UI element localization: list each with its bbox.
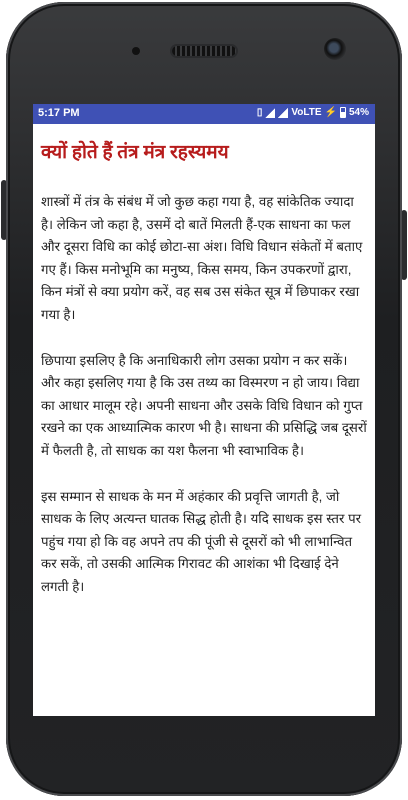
- app-screen: [33, 104, 375, 716]
- status-time: 5:17 PM: [38, 107, 80, 119]
- article-paragraph: छिपाया इसलिए है कि अनाधिकारी लोग उसका प्रयोग न कर सकें। और कहा इसलिए गया है कि उस तथ्य का विस्मरण न हो जाय। विद्या का आधार मालूम रहे। अपनी साधना और उसके विधि विधान को गुप्त रखने का एक आध्यात्मिक कारण भी है। साधना की प्रसिद्धि जब दूसरों में फैलती है, तो साधक का यश फैलना भी स्वाभाविक है।: [41, 352, 367, 458]
- article-paragraph: शास्त्रों में तंत्र के संबंध में जो कुछ कहा गया है, वह सांकेतिक ज्यादा है। लेकिन जो कहा है, उसमें दो बातें मिलती हैं-एक साधना का फल और दूसरा विधि का कोई छोटा-सा अंश। विधि विधान संकेतों में बताए गए हैं। किस मनोभूमि का मनुष्य, किस समय, किन उपकरणों द्वारा, किन मंत्रों से क्या प्रयोग करें, वह सब उस संकेत सूत्र में छिपाकर रखा गया है।: [41, 194, 363, 322]
- article-content[interactable]: [33, 124, 375, 716]
- vibrate-icon: ▯: [256, 107, 263, 118]
- speaker-grille: [172, 46, 236, 56]
- charging-icon: ⚡: [324, 107, 337, 118]
- network-label: VoLTE: [291, 107, 322, 118]
- signal-icon: [265, 108, 275, 118]
- status-bar: [33, 104, 375, 124]
- battery-icon: [340, 107, 346, 118]
- signal-icon-secondary: [278, 108, 288, 118]
- article-paragraph: इस सम्मान से साधक के मन में अहंकार की प्रवृत्ति जागती है, जो साधक के लिए अत्यन्त घातक सिद्ध होती है। यदि साधक इस स्तर पर पहुंच गया हो कि वह अपने तप की पूंजी से दूसरों को भी लाभान्वित कर सकें, तो उसकी आत्मिक गिरावट की आशंका भी दिखाई देने लगती है।: [41, 488, 362, 594]
- front-camera-icon: [324, 38, 346, 60]
- proximity-sensor: [132, 47, 140, 55]
- battery-percent: 54%: [348, 107, 369, 118]
- status-icons: [257, 107, 369, 118]
- article-title: क्यों होते हैं तंत्र मंत्र रहस्यमय: [41, 142, 229, 163]
